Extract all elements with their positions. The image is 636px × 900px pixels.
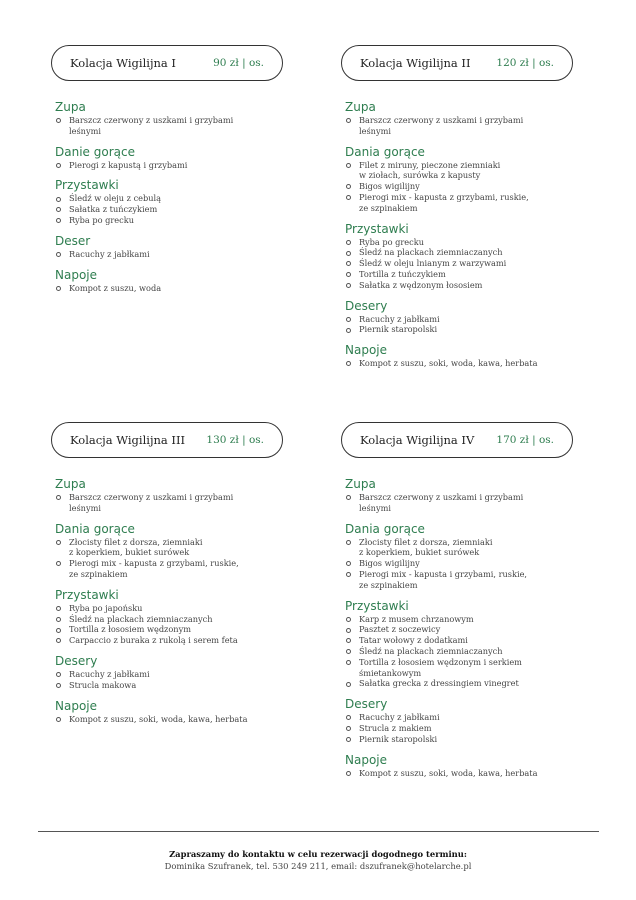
menu-section bbox=[55, 588, 305, 646]
dish-list bbox=[55, 492, 305, 514]
menu-title-box bbox=[51, 45, 283, 81]
dish-list bbox=[345, 358, 595, 369]
menu-title-box bbox=[341, 422, 573, 458]
dish-line: Sałatka z tuńczykiem bbox=[69, 204, 158, 215]
dish-item bbox=[55, 624, 305, 635]
dish-item bbox=[55, 558, 305, 580]
dish-line: Śledź w oleju z cebulą bbox=[69, 193, 162, 204]
dish-item bbox=[345, 324, 595, 335]
dish-item bbox=[345, 181, 595, 192]
section-heading: Dania gorące bbox=[345, 144, 425, 159]
menu-title: Kolacja Wigilijna IV bbox=[360, 433, 475, 447]
section-heading: Zupa bbox=[345, 100, 376, 114]
footer-divider bbox=[38, 831, 599, 832]
dish-line: ze szpinakiem bbox=[359, 202, 418, 213]
menu-price: 90 zł | os. bbox=[213, 57, 264, 69]
menu-price: 120 zł | os. bbox=[496, 57, 554, 69]
dish-line: Karp z musem chrzanowym bbox=[359, 613, 474, 624]
dish-line: Złocisty filet z dorsza, ziemniaki bbox=[359, 536, 493, 547]
dish-list bbox=[55, 115, 305, 137]
dish-item bbox=[345, 258, 595, 269]
dish-line: z koperkiem, bukiet surówek bbox=[69, 547, 190, 558]
dish-line: Piernik staropolski bbox=[359, 324, 438, 335]
dish-line: Śledź w oleju lnianym z warzywami bbox=[359, 258, 507, 269]
section-heading: Przystawki bbox=[345, 221, 409, 236]
dish-list bbox=[345, 115, 595, 137]
menu-section bbox=[55, 234, 305, 260]
dish-line: Kompot z suszu, soki, woda, kawa, herbata bbox=[69, 713, 248, 724]
dish-list bbox=[55, 283, 305, 294]
section-heading: Napoje bbox=[345, 343, 388, 358]
menu-section bbox=[55, 654, 305, 691]
section-heading: Dania gorące bbox=[55, 521, 135, 536]
dish-item bbox=[345, 237, 595, 248]
dish-line: leśnymi bbox=[69, 125, 101, 136]
dish-item bbox=[345, 115, 595, 137]
menu-section bbox=[55, 477, 305, 514]
dish-line: Pierogi z kapustą i grzybami bbox=[69, 159, 188, 170]
menu-section bbox=[345, 753, 595, 779]
section-heading: Zupa bbox=[55, 477, 86, 491]
dish-line: śmietankowym bbox=[359, 667, 422, 678]
dish-item bbox=[345, 657, 595, 679]
menu-section bbox=[345, 477, 595, 514]
dish-line: Racuchy z jabłkami bbox=[359, 712, 440, 723]
dish-line: Strucla makowa bbox=[69, 679, 137, 690]
dish-item bbox=[55, 283, 305, 294]
dish-item bbox=[345, 247, 595, 258]
section-heading: Zupa bbox=[55, 100, 86, 114]
dish-line: Tatar wołowy z dodatkami bbox=[359, 635, 468, 646]
dish-list bbox=[55, 669, 305, 691]
dish-list bbox=[55, 160, 305, 171]
dish-item bbox=[345, 192, 595, 214]
menu-section bbox=[55, 268, 305, 294]
dish-list bbox=[55, 603, 305, 646]
dish-list bbox=[55, 249, 305, 260]
dish-line: Pierogi mix - kapusta i grzybami, ruskie, bbox=[359, 568, 528, 579]
menu-price: 170 zł | os. bbox=[496, 434, 554, 446]
section-heading: Dania gorące bbox=[345, 521, 425, 536]
dish-list bbox=[345, 712, 595, 744]
dish-list bbox=[345, 160, 595, 214]
dish-line: Złocisty filet z dorsza, ziemniaki bbox=[69, 536, 203, 547]
section-heading: Desery bbox=[345, 697, 388, 712]
footer-contact: Dominika Szufranek, tel. 530 249 211, email: dszufranek@hotelarche.pl bbox=[164, 861, 472, 871]
dish-item bbox=[345, 624, 595, 635]
menu-section bbox=[55, 522, 305, 580]
menu-section bbox=[345, 299, 595, 336]
dish-item bbox=[345, 723, 595, 734]
menu-section bbox=[55, 145, 305, 171]
dish-item bbox=[345, 734, 595, 745]
dish-line: Barszcz czerwony z uszkami i grzybami bbox=[69, 115, 234, 125]
dish-line: Ryba po grecku bbox=[359, 236, 424, 247]
menu-section bbox=[345, 522, 595, 591]
dish-list bbox=[345, 768, 595, 779]
menu-title: Kolacja Wigilijna II bbox=[360, 56, 471, 70]
dish-line: Barszcz czerwony z uszkami i grzybami bbox=[359, 115, 524, 125]
section-heading: Napoje bbox=[55, 267, 98, 282]
dish-line: z koperkiem, bukiet surówek bbox=[359, 547, 480, 558]
dish-list bbox=[55, 193, 305, 225]
dish-line: Racuchy z jabłkami bbox=[69, 248, 150, 259]
menu-content bbox=[55, 100, 305, 301]
menu-title-box bbox=[341, 45, 573, 81]
menu-section bbox=[345, 145, 595, 214]
dish-line: Bigos wigilijny bbox=[359, 558, 420, 569]
dish-line: Śledź na plackach ziemniaczanych bbox=[69, 613, 213, 624]
dish-item bbox=[345, 160, 595, 182]
menu-title-box bbox=[51, 422, 283, 458]
dish-line: Sałatka z wędzonym łososiem bbox=[359, 279, 483, 290]
dish-line: Barszcz czerwony z uszkami i grzybami bbox=[359, 492, 524, 502]
dish-list bbox=[55, 714, 305, 725]
dish-line: Barszcz czerwony z uszkami i grzybami bbox=[69, 492, 234, 502]
dish-line: Ryba po grecku bbox=[69, 214, 134, 225]
section-heading: Przystawki bbox=[55, 587, 119, 602]
section-heading: Desery bbox=[55, 653, 98, 668]
section-heading: Napoje bbox=[55, 698, 98, 713]
dish-line: leśnymi bbox=[359, 125, 391, 136]
dish-line: Śledź na plackach ziemniaczanych bbox=[359, 645, 503, 656]
dish-item bbox=[55, 160, 305, 171]
section-heading: Przystawki bbox=[55, 178, 119, 193]
dish-list bbox=[345, 314, 595, 336]
menu-section bbox=[55, 178, 305, 225]
dish-item bbox=[345, 314, 595, 325]
dish-line: Bigos wigilijny bbox=[359, 181, 420, 192]
menu-title: Kolacja Wigilijna I bbox=[70, 56, 176, 70]
dish-item bbox=[345, 614, 595, 625]
dish-list bbox=[345, 614, 595, 690]
footer-invite: Zapraszamy do kontaktu w celu rezerwacji dogodnego terminu: bbox=[169, 849, 467, 859]
dish-list bbox=[345, 537, 595, 591]
dish-list bbox=[55, 537, 305, 580]
menu-section bbox=[345, 222, 595, 291]
dish-item bbox=[345, 558, 595, 569]
menu-section bbox=[345, 343, 595, 369]
dish-line: Śledź na plackach ziemniaczanych bbox=[359, 247, 503, 258]
dish-line: Pierogi mix - kapusta z grzybami, ruskie, bbox=[69, 558, 239, 569]
dish-line: Kompot z suszu, soki, woda, kawa, herbata bbox=[359, 767, 538, 778]
dish-line: Ryba po japońsku bbox=[69, 602, 143, 613]
dish-item bbox=[55, 614, 305, 625]
dish-line: Piernik staropolski bbox=[359, 733, 438, 744]
dish-item bbox=[55, 635, 305, 646]
dish-item bbox=[55, 193, 305, 204]
dish-item bbox=[345, 646, 595, 657]
dish-line: Strucla z makiem bbox=[359, 722, 432, 733]
dish-line: Pasztet z soczewicy bbox=[359, 624, 441, 635]
dish-line: Racuchy z jabłkami bbox=[69, 668, 150, 679]
dish-item bbox=[55, 537, 305, 559]
dish-item bbox=[345, 678, 595, 689]
dish-line: leśnymi bbox=[359, 502, 391, 513]
dish-line: Tortilla z łososiem wędzonym bbox=[69, 624, 191, 635]
dish-item bbox=[55, 115, 305, 137]
dish-line: Tortilla z łososiem wędzonym i serkiem bbox=[359, 656, 522, 667]
dish-line: Sałatka grecka z dressingiem vinegret bbox=[359, 678, 519, 689]
menu-section bbox=[345, 599, 595, 690]
dish-item bbox=[345, 280, 595, 291]
dish-list bbox=[345, 492, 595, 514]
dish-line: ze szpinakiem bbox=[69, 568, 128, 579]
dish-item bbox=[345, 269, 595, 280]
dish-line: Kompot z suszu, soki, woda, kawa, herbata bbox=[359, 358, 538, 369]
section-heading: Przystawki bbox=[345, 598, 409, 613]
dish-line: Kompot z suszu, woda bbox=[69, 282, 162, 293]
dish-line: ze szpinakiem bbox=[359, 579, 418, 590]
dish-item bbox=[345, 358, 595, 369]
menu-content bbox=[345, 477, 595, 786]
dish-item bbox=[345, 537, 595, 559]
dish-item bbox=[55, 249, 305, 260]
menu-section bbox=[55, 699, 305, 725]
menu-section bbox=[55, 100, 305, 137]
menu-price: 130 zł | os. bbox=[206, 434, 264, 446]
dish-item bbox=[55, 492, 305, 514]
dish-line: Filet z miruny, pieczone ziemniaki bbox=[359, 159, 501, 170]
menu-section bbox=[345, 697, 595, 744]
dish-item bbox=[55, 603, 305, 614]
dish-line: Tortilla z tuńczykiem bbox=[359, 268, 446, 279]
dish-item bbox=[345, 569, 595, 591]
dish-line: Racuchy z jabłkami bbox=[359, 313, 440, 324]
dish-item bbox=[345, 635, 595, 646]
dish-item bbox=[55, 204, 305, 215]
dish-item bbox=[55, 680, 305, 691]
section-heading: Napoje bbox=[345, 752, 388, 767]
dish-line: Carpaccio z buraka z rukolą i serem feta bbox=[69, 635, 238, 646]
footer bbox=[0, 848, 636, 872]
dish-line: Pierogi mix - kapusta z grzybami, ruskie, bbox=[359, 191, 529, 202]
menu-content bbox=[55, 477, 305, 732]
dish-item bbox=[55, 215, 305, 226]
dish-item bbox=[55, 669, 305, 680]
menu-title: Kolacja Wigilijna III bbox=[70, 433, 186, 447]
dish-list bbox=[345, 237, 595, 291]
dish-item bbox=[345, 492, 595, 514]
dish-line: leśnymi bbox=[69, 502, 101, 513]
section-heading: Zupa bbox=[345, 477, 376, 491]
dish-item bbox=[345, 768, 595, 779]
section-heading: Deser bbox=[55, 233, 91, 248]
section-heading: Danie gorące bbox=[55, 144, 135, 159]
dish-item bbox=[345, 712, 595, 723]
menu-content bbox=[345, 100, 595, 377]
dish-item bbox=[55, 714, 305, 725]
dish-line: w ziołach, surówka z kapusty bbox=[359, 170, 481, 181]
section-heading: Desery bbox=[345, 298, 388, 313]
menu-section bbox=[345, 100, 595, 137]
